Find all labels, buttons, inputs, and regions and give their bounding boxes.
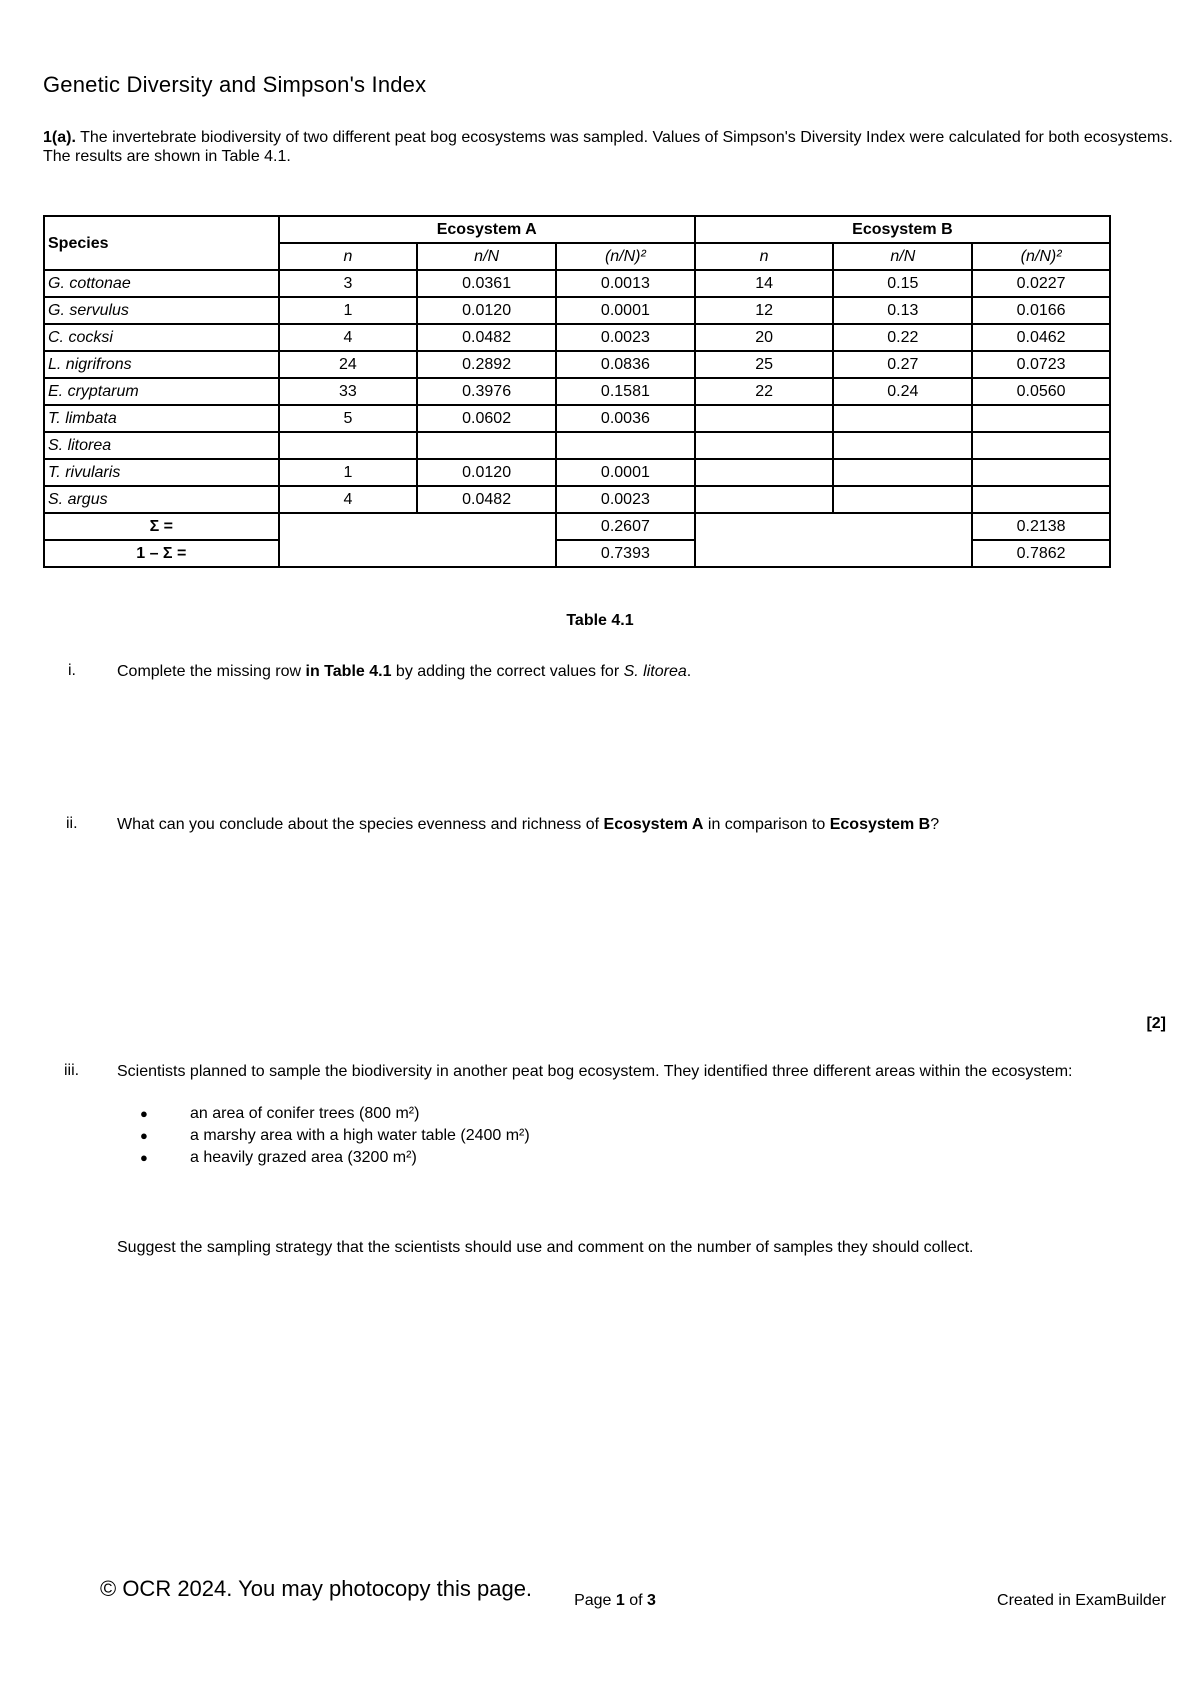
value-b-nN (833, 432, 972, 459)
value-a-nN: 0.2892 (417, 351, 556, 378)
value-b-nN2 (972, 486, 1110, 513)
ecosystem-a-header: Ecosystem A (279, 216, 695, 243)
value-b-nN2: 0.0166 (972, 297, 1110, 324)
ecosystem-b-header: Ecosystem B (695, 216, 1110, 243)
question-number: 1(a). (43, 129, 76, 146)
value-b-nN: 0.15 (833, 270, 972, 297)
species-name: S. litorea (44, 432, 279, 459)
question-ii-text: What can you conclude about the species evenness and richness of Ecosystem A in comparison to Ecosystem B? (117, 816, 940, 833)
sum-b: 0.2138 (972, 513, 1110, 540)
value-b-nN (833, 405, 972, 432)
value-a-nN (417, 432, 556, 459)
sum-label: Σ = (44, 513, 279, 540)
species-name: T. rivularis (44, 459, 279, 486)
value-a-nN: 0.0361 (417, 270, 556, 297)
species-name: E. cryptarum (44, 378, 279, 405)
question-iii-followup: Suggest the sampling strategy that the scientists should use and comment on the number of samples they should collect. (117, 1239, 974, 1256)
table-row (44, 486, 1110, 513)
index-b: 0.7862 (972, 540, 1110, 567)
sum-a: 0.2607 (556, 513, 695, 540)
table-row (44, 432, 1110, 459)
question-i-number: i. (68, 662, 76, 679)
bullet-icon: ● (140, 1128, 148, 1143)
table-row (44, 405, 1110, 432)
question-iii-number: iii. (64, 1062, 80, 1079)
value-a-n: 24 (279, 351, 418, 378)
value-a-n: 33 (279, 378, 418, 405)
species-name: G. cottonae (44, 270, 279, 297)
intro-text: The invertebrate biodiversity of two different peat bog ecosystems was sampled. Values of Simpson's Diversity Index were calculated for both ecosystems. The results are shown in Table 4.1. (43, 129, 1173, 165)
footer-created: Created in ExamBuilder (997, 1592, 1166, 1609)
marks-label: [2] (1146, 1015, 1166, 1032)
diversity-table (43, 215, 1111, 568)
value-a-n: 4 (279, 486, 418, 513)
value-a-nN2: 0.0001 (556, 459, 695, 486)
table-row (44, 351, 1110, 378)
value-b-nN: 0.13 (833, 297, 972, 324)
document-title: Genetic Diversity and Simpson's Index (43, 72, 427, 97)
value-a-nN: 0.0482 (417, 324, 556, 351)
col-a-n: n (279, 243, 418, 270)
value-b-nN2 (972, 459, 1110, 486)
value-b-n (695, 405, 834, 432)
value-a-nN2: 0.0023 (556, 486, 695, 513)
value-a-nN: 0.0120 (417, 459, 556, 486)
footer-page-number: Page 1 of 3 (574, 1592, 656, 1609)
list-item: ● a marshy area with a high water table (2400 m²) (140, 1125, 530, 1147)
value-b-n: 25 (695, 351, 834, 378)
value-b-n: 20 (695, 324, 834, 351)
value-b-n: 12 (695, 297, 834, 324)
value-a-n: 1 (279, 297, 418, 324)
value-b-nN: 0.22 (833, 324, 972, 351)
table-row (44, 459, 1110, 486)
species-name: T. limbata (44, 405, 279, 432)
species-name: G. servulus (44, 297, 279, 324)
value-b-nN2: 0.0560 (972, 378, 1110, 405)
value-b-nN: 0.27 (833, 351, 972, 378)
question-intro (43, 128, 1173, 166)
value-b-n (695, 432, 834, 459)
species-name: S. argus (44, 486, 279, 513)
list-item: ● an area of conifer trees (800 m²) (140, 1103, 530, 1125)
question-i-text: Complete the missing row in Table 4.1 by adding the correct values for S. litorea. (117, 663, 692, 680)
value-b-nN2: 0.0227 (972, 270, 1110, 297)
value-a-nN2: 0.0836 (556, 351, 695, 378)
value-a-nN2: 0.0001 (556, 297, 695, 324)
value-a-nN2: 0.0023 (556, 324, 695, 351)
species-name: L. nigrifrons (44, 351, 279, 378)
value-a-nN: 0.0602 (417, 405, 556, 432)
blank-cell (695, 513, 972, 567)
value-a-n: 1 (279, 459, 418, 486)
species-header: Species (44, 216, 279, 270)
value-a-nN: 0.0120 (417, 297, 556, 324)
value-a-nN2: 0.0013 (556, 270, 695, 297)
sum-row (44, 513, 1110, 540)
blank-cell (279, 513, 556, 567)
bullet-icon: ● (140, 1150, 148, 1165)
col-b-n: n (695, 243, 834, 270)
index-label: 1 – Σ = (44, 540, 279, 567)
value-b-n (695, 459, 834, 486)
col-a-nN: n/N (417, 243, 556, 270)
question-ii-number: ii. (66, 815, 78, 832)
value-a-nN: 0.3976 (417, 378, 556, 405)
value-a-nN2: 0.0036 (556, 405, 695, 432)
value-a-n (279, 432, 418, 459)
table-caption: Table 4.1 (566, 612, 634, 629)
col-a-nN2: (n/N)² (556, 243, 695, 270)
index-a: 0.7393 (556, 540, 695, 567)
table-row (44, 324, 1110, 351)
value-a-nN: 0.0482 (417, 486, 556, 513)
value-a-n: 3 (279, 270, 418, 297)
value-a-n: 5 (279, 405, 418, 432)
value-b-nN (833, 486, 972, 513)
table-header-row (44, 216, 1110, 243)
value-b-nN: 0.24 (833, 378, 972, 405)
value-b-n (695, 486, 834, 513)
bullet-icon: ● (140, 1106, 148, 1121)
footer-copyright: © OCR 2024. You may photocopy this page. (100, 1576, 533, 1601)
list-item: ● a heavily grazed area (3200 m²) (140, 1147, 530, 1169)
question-iii-text: Scientists planned to sample the biodiversity in another peat bog ecosystem. They identified three different areas within the ecosystem: (117, 1063, 1073, 1080)
value-a-nN2: 0.1581 (556, 378, 695, 405)
value-b-nN2: 0.0462 (972, 324, 1110, 351)
col-b-nN2: (n/N)² (972, 243, 1110, 270)
col-b-nN: n/N (833, 243, 972, 270)
table-row (44, 270, 1110, 297)
value-b-nN2: 0.0723 (972, 351, 1110, 378)
value-a-nN2 (556, 432, 695, 459)
value-b-n: 22 (695, 378, 834, 405)
value-b-nN2 (972, 405, 1110, 432)
value-b-nN2 (972, 432, 1110, 459)
area-list (140, 1103, 530, 1169)
table-row (44, 378, 1110, 405)
species-name: C. cocksi (44, 324, 279, 351)
value-a-n: 4 (279, 324, 418, 351)
value-b-nN (833, 459, 972, 486)
value-b-n: 14 (695, 270, 834, 297)
table-row (44, 297, 1110, 324)
